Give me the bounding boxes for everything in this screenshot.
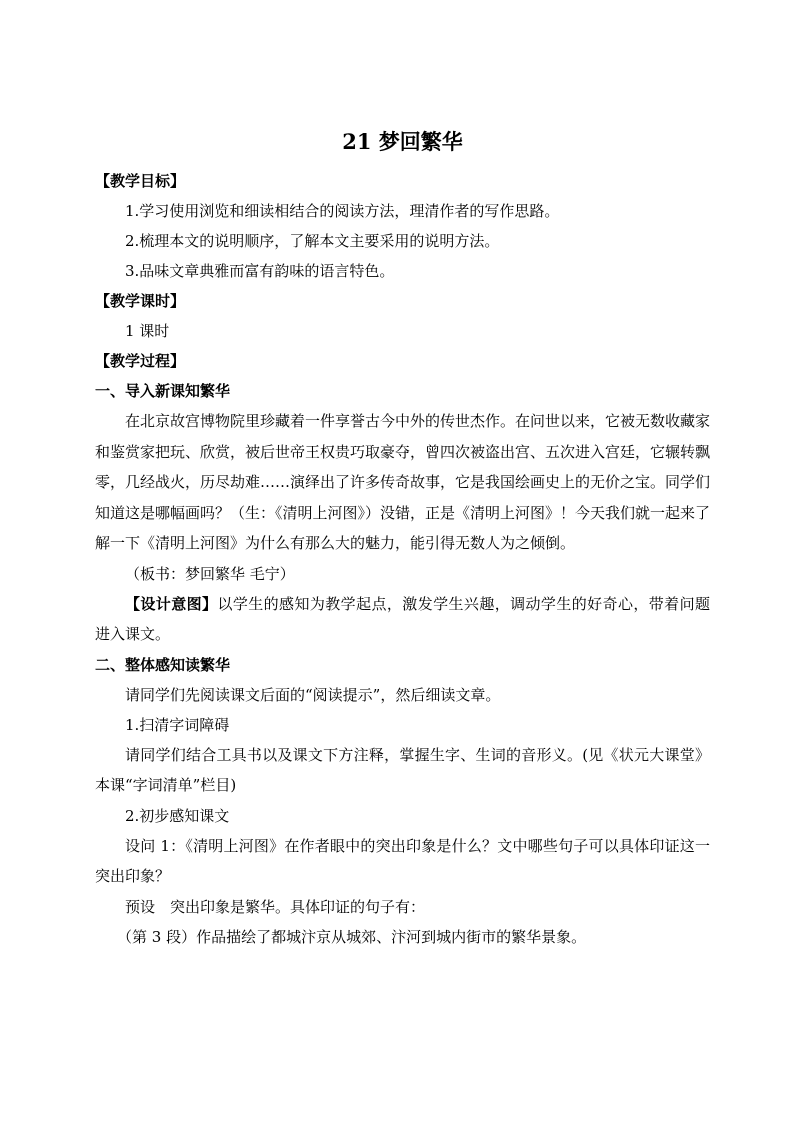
process-heading: 【教学过程】 bbox=[95, 352, 186, 370]
document-body bbox=[95, 128, 710, 952]
hours-value: 1 课时 bbox=[125, 322, 170, 340]
step1-heading: 1.扫清字词障碍 bbox=[125, 715, 230, 734]
hours-heading: 【教学课时】 bbox=[95, 292, 186, 310]
objective-item: 3.品味文章典雅而富有韵味的语言特色。 bbox=[125, 262, 395, 280]
section1-heading: 一、导入新课知繁华 bbox=[95, 382, 231, 400]
preset-answer: 预设 突出印象是繁华。具体印证的句子有： bbox=[125, 897, 426, 916]
page-title: 21 梦回繁华 bbox=[342, 129, 463, 154]
objectives-heading: 【教学目标】 bbox=[95, 172, 186, 190]
objective-item: 1.学习使用浏览和细读相结合的阅读方法，理清作者的写作思路。 bbox=[125, 202, 560, 220]
blackboard-note: （板书：梦回繁华 毛宁） bbox=[125, 564, 295, 583]
design-intent-text: 以学生的感知为教学起点，激发学生兴趣，调动学生的好奇心，带着问题进入课文。 bbox=[95, 594, 710, 643]
step1-text: 请同学们结合工具书以及课文下方注释，掌握生字、生词的音形义。(见《状元大课堂》本课“字词清单”栏目) bbox=[95, 745, 710, 794]
question-1: 设问 1：《清明上河图》在作者眼中的突出印象是什么？文中哪些句子可以具体印证这一突出印象？ bbox=[95, 836, 710, 885]
design-intent-label: 【设计意图】 bbox=[125, 594, 218, 613]
section2-heading: 二、整体感知读繁华 bbox=[95, 655, 231, 674]
paragraph-3-quote: （第 3 段）作品描绘了都城汴京从城郊、汴河到城内街市的繁华景象。 bbox=[117, 927, 587, 946]
design-intent bbox=[95, 589, 710, 650]
section2-intro: 请同学们先阅读课文后面的“阅读提示”，然后细读文章。 bbox=[125, 685, 501, 704]
section1-paragraph: 在北京故宫博物院里珍藏着一件享誉古今中外的传世杰作。在问世以来，它被无数收藏家和鉴赏家把玩、欣赏，被后世帝王权贵巧取豪夺，曾四次被盗出宫、五次进入宫廷，它辗转飘零，几经战火，历尽劫难……演绎出了许多传奇故事，它是我国绘画史上的无价之宝。同学们知道这是哪幅画吗？（生：《清明上河图》）没错，正是《清明上河图》！今天我们就一起来了解一下《清明上河图》为什么有那么大的魅力，能引得无数人为之倾倒。 bbox=[95, 412, 711, 552]
objective-item: 2.梳理本文的说明顺序，了解本文主要采用的说明方法。 bbox=[125, 232, 500, 250]
step2-heading: 2.初步感知课文 bbox=[125, 806, 230, 825]
